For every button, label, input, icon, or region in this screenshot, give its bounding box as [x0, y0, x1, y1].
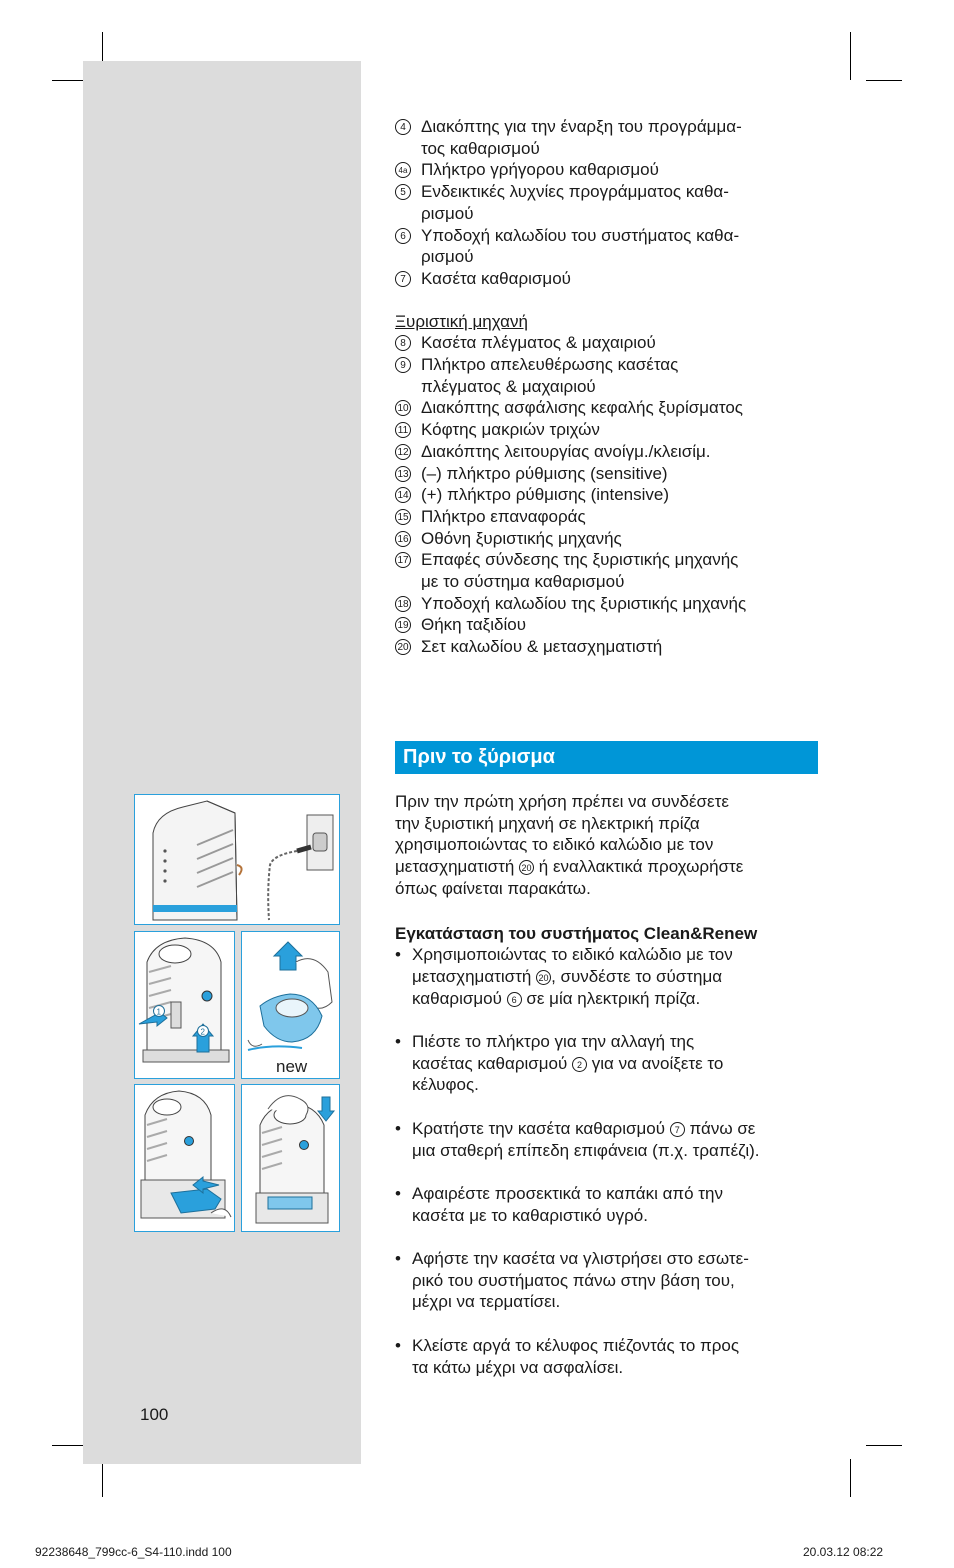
list-item: 7 Κασέτα καθαρισμού	[395, 268, 820, 290]
list-item: 4a Πλήκτρο γρήγορου καθαρισμού	[395, 159, 820, 181]
bullet-item: • Κλείστε αργά το κέλυφος πιέζοντάς το προς τα κάτω μέχρι να ασφαλίσει.	[395, 1335, 740, 1377]
bullet-dot: •	[395, 945, 401, 965]
list-item: 5 Ενδεικτικές λυχνίες προγράμματος καθα- ρισμού	[395, 181, 820, 224]
list-item: 14 (+) πλήκτρο ρύθμισης (intensive)	[395, 484, 820, 506]
intro-paragraph: Πριν την πρώτη χρήση πρέπει να συνδέσετε την ξυριστική μηχανή σε ηλεκτρική πρίζα χρησιμοποιώντας το ειδικό καλώδιο με τον μετασχηματιστή 20 ή εναλλακτικά προχωρήστε όπως φαίνεται παρακάτω.	[395, 792, 744, 898]
list-item: 9 Πλήκτρο απελευθέρωσης κασέτας πλέγματος & μαχαιριού	[395, 354, 820, 397]
number-circle: 4a	[395, 162, 411, 178]
bullet-item: • Αφαιρέστε προσεκτικά το καπάκι από την κασέτα με το καθαριστικό υγρό.	[395, 1183, 723, 1225]
figure-plug-in	[134, 794, 340, 925]
shaver-subheading: Ξυριστική μηχανή	[395, 311, 528, 331]
crop-mark	[866, 80, 902, 81]
bullet-item: • Αφήστε την κασέτα να γλιστρήσει στο εσωτε- ρικό του συστήματος πάνω στην βάση του, μέχρι να τερματίσει.	[395, 1249, 749, 1312]
sidebar-panel	[83, 61, 361, 1464]
bullet-dot: •	[395, 1335, 401, 1355]
insert-cartridge-illustration	[135, 1085, 235, 1232]
list-item: 18 Υποδοχή καλωδίου της ξυριστικής μηχανής	[395, 593, 820, 615]
instructions	[395, 791, 820, 1400]
bullet-item: • Χρησιμοποιώντας το ειδικό καλώδιο με τον μετασχηματιστή 20 , συνδέστε το σύστημα καθαρισμού 6 σε μία ηλεκτρική πρίζα.	[395, 945, 733, 1008]
list-item: 10 Διακόπτης ασφάλισης κεφαλής ξυρίσματος	[395, 397, 820, 419]
number-circle: 13	[395, 466, 411, 482]
figure-open-shell	[134, 931, 235, 1079]
number-circle: 10	[395, 400, 411, 416]
number-circle: 19	[395, 617, 411, 633]
list-item: 13 (–) πλήκτρο ρύθμισης (sensitive)	[395, 463, 820, 485]
number-circle: 7	[395, 271, 411, 287]
crop-mark	[866, 1445, 902, 1446]
list-item: 16 Οθόνη ξυριστικής μηχανής	[395, 528, 820, 550]
figure-close-shell	[241, 1084, 340, 1232]
bullet-item: • Πιέστε το πλήκτρο για την αλλαγή της κασέτας καθαρισμού 2 για να ανοίξετε το κέλυφος.	[395, 1032, 724, 1095]
bullet-dot: •	[395, 1249, 401, 1268]
footer-timestamp: 20.03.12 08:22	[803, 1545, 884, 1559]
step-label: 1	[156, 1007, 161, 1017]
number-circle: 15	[395, 509, 411, 525]
number-circle: 4	[395, 119, 411, 135]
list-item: 6 Υποδοχή καλωδίου του συστήματος καθα- ρισμού	[395, 225, 820, 268]
number-circle: 20	[536, 970, 551, 985]
list-item: 17 Επαφές σύνδεσης της ξυριστικής μηχανής με το σύστημα καθαρισμού	[395, 549, 820, 592]
figure-insert-cartridge	[134, 1084, 235, 1232]
number-circle: 8	[395, 335, 411, 351]
install-heading: Εγκατάσταση του συστήματος Clean&Renew	[395, 923, 758, 943]
number-circle: 6	[507, 992, 522, 1007]
station-plug-illustration	[135, 795, 340, 925]
crop-mark	[102, 1459, 103, 1497]
number-circle: 17	[395, 552, 411, 568]
number-circle: 20	[395, 639, 411, 655]
footer-file-info: 92238648_799cc-6_S4-110.indd 100	[35, 1545, 232, 1559]
number-circle: 12	[395, 444, 411, 460]
number-circle: 16	[395, 531, 411, 547]
number-circle: 11	[395, 422, 411, 438]
list-item: 15 Πλήκτρο επαναφοράς	[395, 506, 820, 528]
number-circle: 5	[395, 184, 411, 200]
crop-mark	[850, 32, 851, 80]
bullet-dot: •	[395, 1032, 401, 1052]
number-circle: 20	[519, 860, 534, 875]
number-circle: 14	[395, 487, 411, 503]
list-item: 19 Θήκη ταξιδίου	[395, 614, 820, 636]
figure-new-cartridge	[241, 931, 340, 1079]
number-circle: 6	[395, 228, 411, 244]
list-item: 20 Σετ καλωδίου & μετασχηματιστή	[395, 636, 820, 658]
list-item: 11 Κόφτης μακριών τριχών	[395, 419, 820, 441]
step-label: 2	[200, 1027, 205, 1037]
cartridge-illustration	[242, 932, 340, 1079]
bullet-dot: •	[395, 1183, 401, 1203]
figure-caption: new	[276, 1057, 308, 1076]
bullet-item: • Κρατήστε την κασέτα καθαρισμού 7 πάνω σε μια σταθερή επίπεδη επιφάνεια (π.χ. τραπέζι).	[395, 1118, 760, 1160]
close-shell-illustration	[242, 1085, 340, 1232]
number-circle: 9	[395, 357, 411, 373]
number-circle: 7	[670, 1122, 685, 1137]
page-number: 100	[140, 1405, 169, 1424]
list-item: 8 Κασέτα πλέγματος & μαχαιριού	[395, 332, 820, 354]
open-shell-illustration	[135, 932, 235, 1079]
number-circle: 18	[395, 596, 411, 612]
bullet-dot: •	[395, 1118, 401, 1138]
number-circle: 2	[572, 1057, 587, 1072]
crop-mark	[850, 1459, 851, 1497]
list-item: 4 Διακόπτης για την έναρξη του προγράμμα- τος καθαρισμού	[395, 116, 820, 159]
list-item: 12 Διακόπτης λειτουργίας ανοίγμ./κλεισίμ.	[395, 441, 820, 463]
section-heading: Πριν το ξύρισμα	[395, 741, 818, 774]
components-list	[395, 116, 820, 658]
